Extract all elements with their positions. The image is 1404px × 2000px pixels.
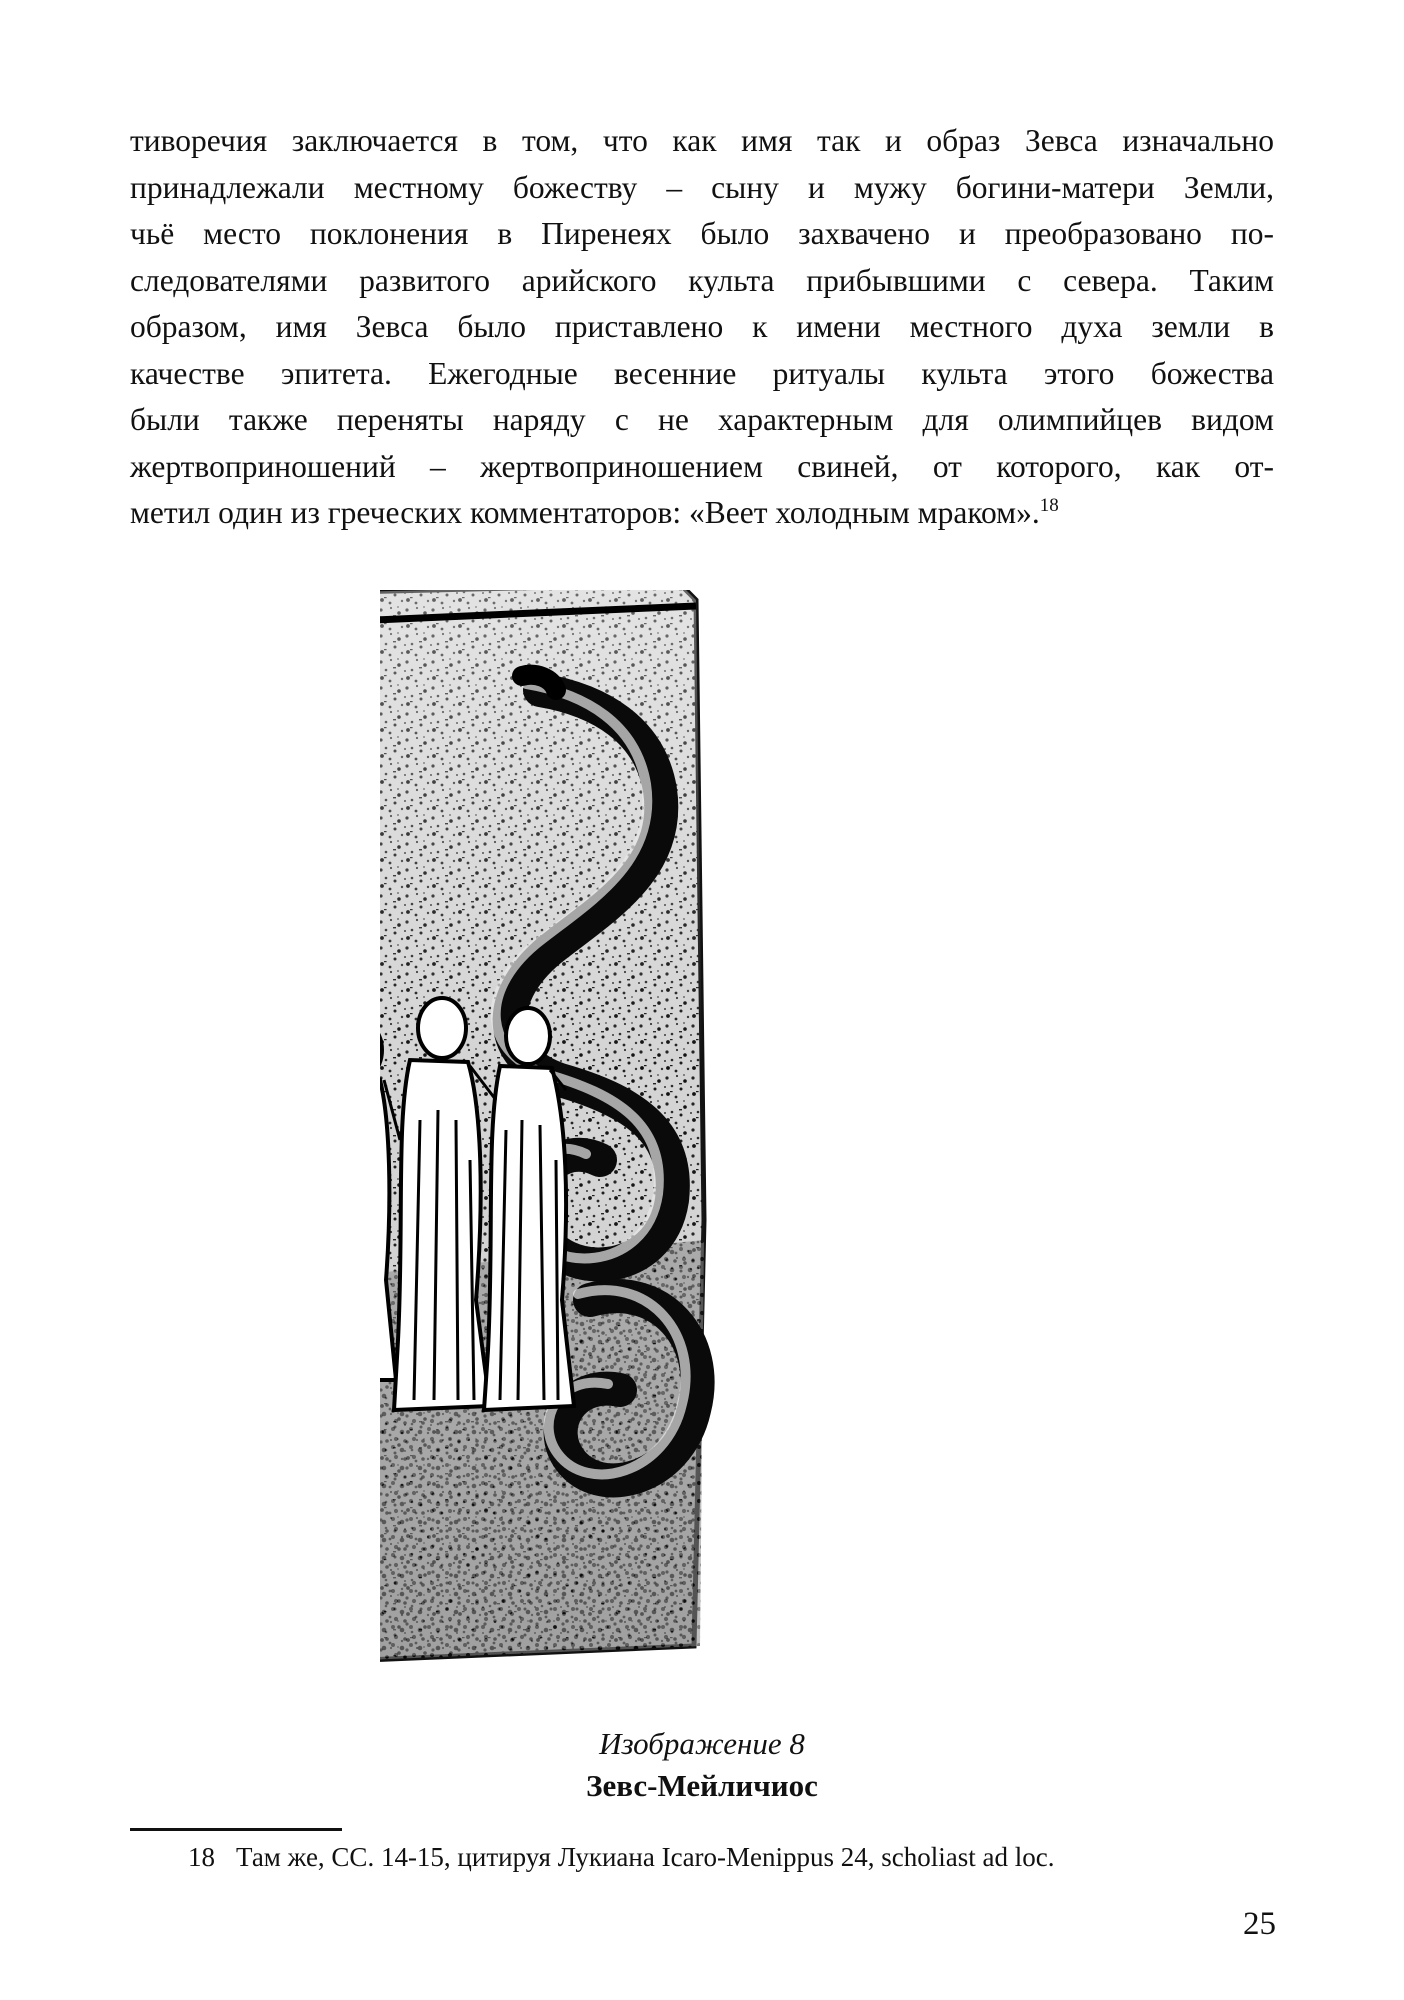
main-paragraph [130,118,1274,537]
footnote-text: Там же, СС. 14-15, цитируя Лукиана Icaro-Menippus 24, scholiast ad loc. [236,1842,1055,1872]
paragraph-line: образом, имя Зевса было приставлено к имени местного духа земли в [130,309,1274,344]
paragraph-line: жертвоприношений – жертвоприношением свиней, от которого, как от- [130,448,1274,484]
paragraph-line: были также переняты наряду с не характерным для олимпийцев видом [130,402,1274,437]
paragraph-line: следователями развитого арийского культа прибывшими с севера. Таким [130,262,1274,298]
paragraph-line-text: метил один из греческих комментаторов: «Веет холодным мраком». [130,495,1040,530]
paragraph-line: чьё место поклонения в Пиренеях было захвачено и преобразовано по- [130,216,1274,251]
footnote-number: 18 [188,1842,215,1872]
relief-drawing [380,590,1000,1670]
stone-relief-illustration [380,590,1000,1670]
paragraph-last-line [130,490,1274,537]
footnote-divider [130,1828,342,1831]
paragraph-line: качестве эпитета. Ежегодные весенние ритуалы культа этого божества [130,355,1274,391]
footnote [188,1842,1055,1873]
paragraph-line: принадлежали местному божеству – сыну и мужу богини-матери Земли, [130,169,1274,205]
page-number: 25 [1243,1906,1276,1942]
figure-caption-title: Зевс-Мейличиос [586,1768,818,1803]
footnote-reference: 18 [1039,495,1059,516]
paragraph-line: тиворечия заключается в том, что как имя так и образ Зевса изначально [130,123,1274,158]
figure-caption-label: Изображение 8 [599,1726,805,1761]
